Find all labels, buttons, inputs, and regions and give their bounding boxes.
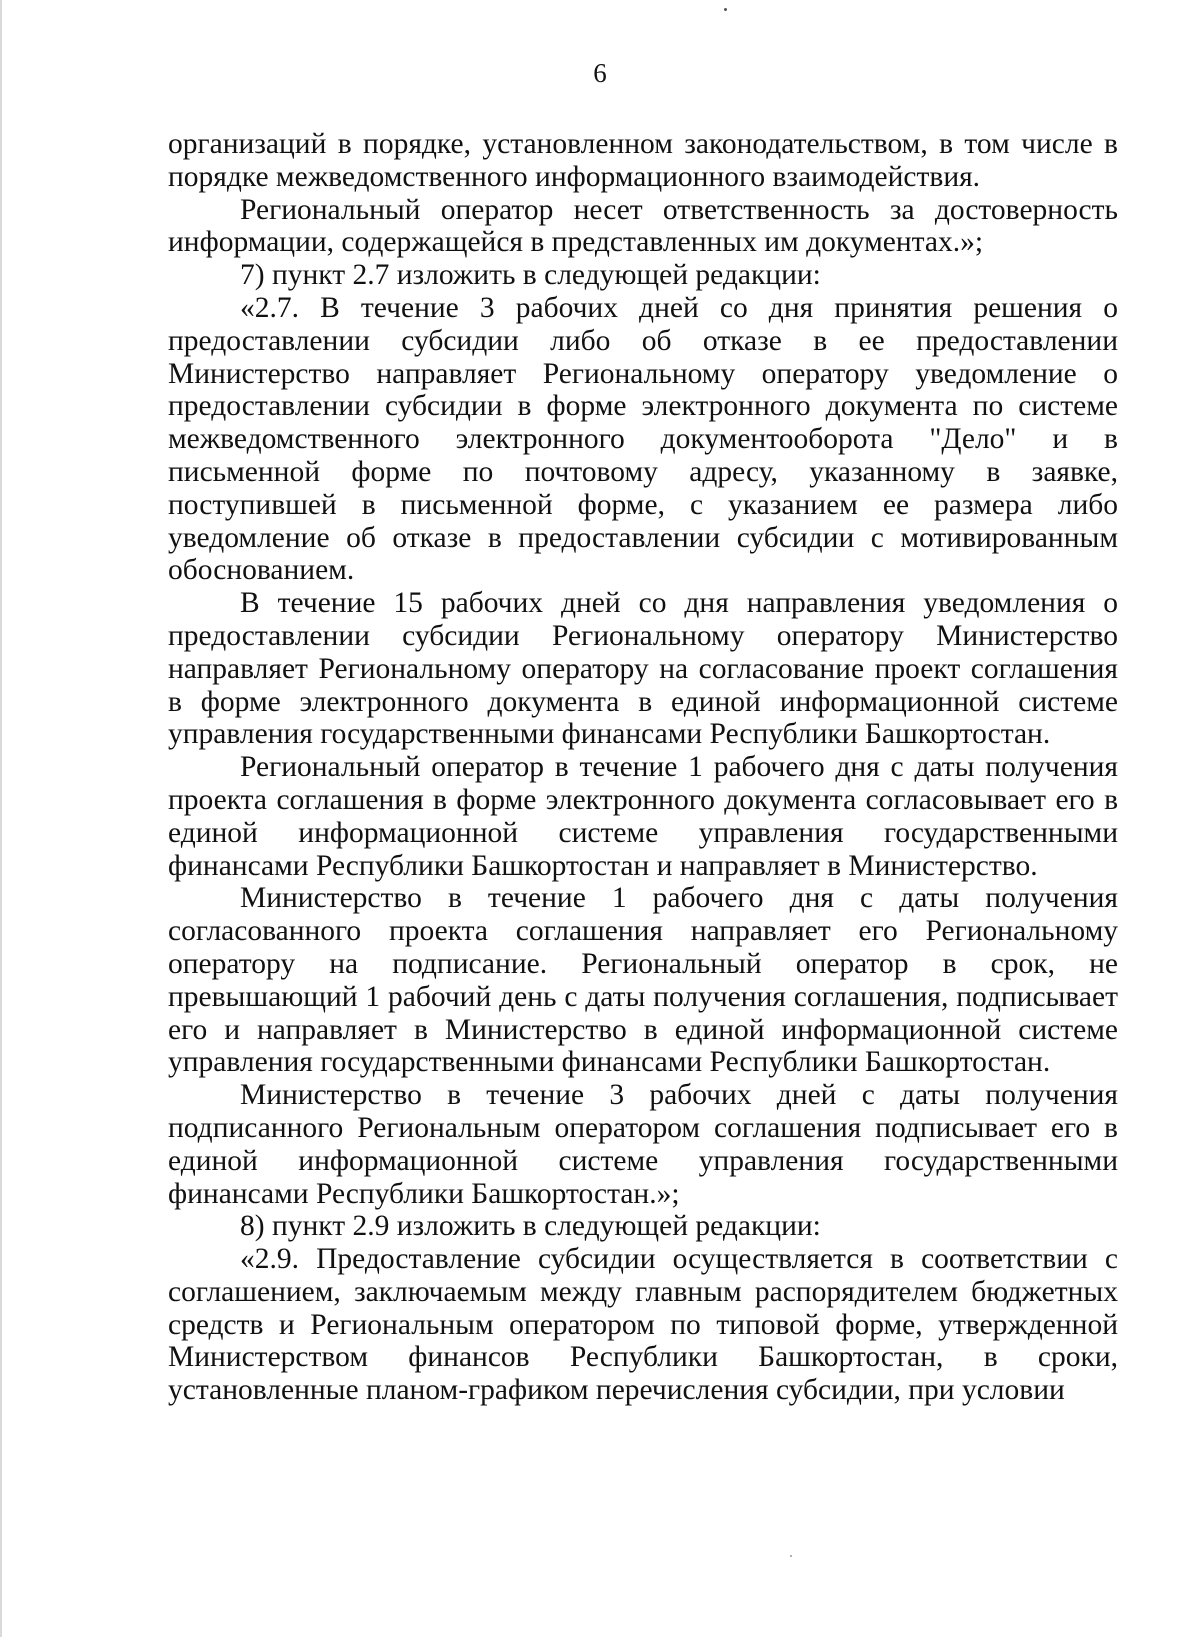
paragraph-item-7-heading: 7) пункт 2.7 изложить в следующей редакции:	[240, 259, 821, 292]
paragraph-ministry-signing: Министерство в течение 3 рабочих дней с даты получения подписанного Региональным оператором соглашения подписывает его в единой информационной системе управления государственными финансами Республики Башкортостан.»;	[168, 1079, 1118, 1210]
paragraph-agreement-approval: Региональный оператор в течение 1 рабочего дня с даты получения проекта соглашения в форме электронного документа согласовывает его в единой информационной системе управления государственными финансами Республики Башкортостан и направляет в Министерство.	[168, 751, 1118, 882]
scan-edge-line	[0, 0, 2, 1637]
paragraph-clause-2-9: «2.9. Предоставление субсидии осуществляется в соответствии с соглашением, заключаемым между главным распорядителем бюджетных средств и Региональным оператором по типовой форме, утвержденной Министерством финансов Республики Башкортостан, в сроки, установленные планом-графиком перечисления субсидии, при условии	[168, 1243, 1118, 1407]
paragraph-item-8-heading: 8) пункт 2.9 изложить в следующей редакции:	[240, 1210, 821, 1243]
paragraph-continuation: организаций в порядке, установленном законодательством, в том числе в порядке межведомственного информационного взаимодействия.	[168, 128, 1118, 193]
document-body	[168, 128, 1118, 1407]
paragraph-agreement-signing: Министерство в течение 1 рабочего дня с даты получения согласованного проекта соглашения направляет его Региональному оператору на подписание. Региональный оператор в срок, не превышающий 1 рабочий день с даты получения соглашения, подписывает его и направляет в Министерство в единой информационной системе управления государственными финансами Республики Башкортостан.	[168, 882, 1118, 1079]
scan-speck	[790, 1555, 792, 1557]
page-number: 6	[593, 58, 607, 88]
paragraph-clause-2-7: «2.7. В течение 3 рабочих дней со дня принятия решения о предоставлении субсидии либо об отказе в ее предоставлении Министерство направляет Региональному оператору уведомление о предоставлении субсидии в форме электронного документа по системе межведомственного электронного документооборота "Дело" и в письменной форме по почтовому адресу, указанному в заявке, поступившей в письменной форме, с указанием ее размера либо уведомление об отказе в предоставлении субсидии с мотивированным обоснованием.	[168, 291, 1118, 587]
paragraph-agreement-draft: В течение 15 рабочих дней со дня направления уведомления о предоставлении субсидии Региональному оператору Министерство направляет Региональному оператору на согласование проект соглашения в форме электронного документа в единой информационной системе управления государственными финансами Республики Башкортостан.	[168, 587, 1118, 751]
scan-speck	[724, 8, 727, 11]
paragraph-operator-responsibility: Региональный оператор несет ответственность за достоверность информации, содержащейся в представленных им документах.»;	[168, 193, 1118, 259]
